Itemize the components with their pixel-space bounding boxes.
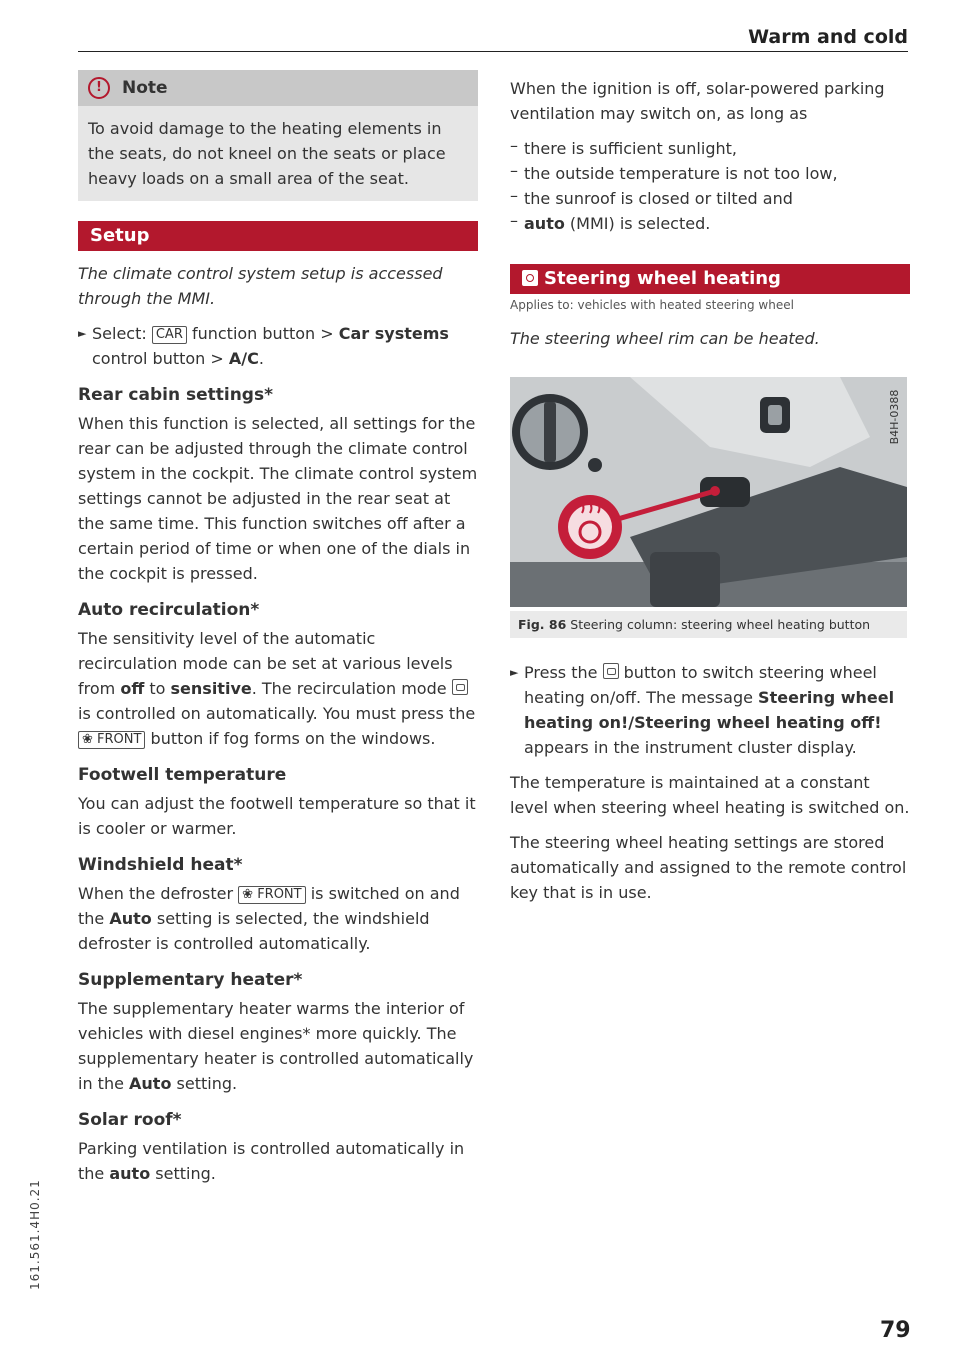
solar-roof-text	[78, 1136, 478, 1186]
steering-lead: The steering wheel rim can be heated.	[510, 329, 820, 348]
temperature-text: The temperature is maintained at a constant level when steering wheel heating is switched on.	[510, 773, 910, 817]
steering-heat-button-callout	[558, 495, 622, 559]
car-systems-label: Car systems	[338, 324, 449, 343]
auto-label: auto	[524, 214, 565, 233]
left-column	[78, 70, 478, 1186]
key-slot	[760, 397, 790, 433]
ac-label: A/C	[228, 349, 259, 368]
side-code: 161.561.4H0.21	[28, 1179, 42, 1290]
note-header	[78, 70, 478, 106]
list-item-text: (MMI) is selected.	[569, 214, 711, 233]
off-label: off	[120, 679, 145, 698]
caption-text: Steering column: steering wheel heating button	[570, 617, 871, 632]
auto-label: Auto	[129, 1074, 172, 1093]
arrow-bullet-icon: ►	[78, 327, 87, 340]
setup-step	[78, 321, 478, 371]
text: Parking ventilation is controlled automatically in the	[78, 1139, 465, 1183]
setup-heading: Setup	[78, 221, 478, 251]
figure-label: Fig. 86	[518, 617, 567, 632]
list-item: – auto (MMI) is selected.	[510, 211, 711, 233]
step-text: appears in the instrument cluster display.	[524, 738, 857, 757]
heading-text: Steering wheel heating	[544, 268, 781, 289]
slash: /	[628, 713, 635, 732]
step-text: .	[258, 349, 264, 368]
solar-roof-heading: Solar roof*	[78, 1110, 182, 1130]
info-icon: !	[88, 77, 110, 99]
list-item-text: the sunroof is closed or tilted and	[524, 189, 793, 208]
message-off: Steering wheel heating off!	[634, 713, 882, 732]
text: button if fog forms on the windows.	[150, 729, 436, 748]
text: . The recirculation mode	[251, 679, 447, 698]
steering-heating-heading	[510, 264, 910, 294]
text: to	[149, 679, 166, 698]
steering-column-figure	[510, 377, 907, 607]
steering-heat-icon	[522, 270, 538, 286]
auto-recirc-heading: Auto recirculation*	[78, 600, 260, 620]
page-number: 79	[880, 1318, 911, 1343]
auto-recirc-text	[78, 626, 478, 751]
list-item: – the sunroof is closed or tilted and	[510, 186, 910, 211]
front-label: FRONT	[97, 732, 142, 747]
steering-heat-button-icon	[603, 663, 619, 679]
rear-cabin-text: When this function is selected, all settings for the rear can be adjusted through the climate control system in the cockpit. The climate control system settings cannot be adjusted in the rear seat at the same time. This function switches off after a certain period of time or when one of the dials in the cockpit is pressed.	[78, 414, 478, 583]
text: is switched on and the	[78, 884, 460, 928]
front-defrost-button: ❀ FRONT	[78, 731, 145, 749]
applies-to: Applies to: vehicles with heated steering wheel	[510, 298, 794, 312]
front-defrost-button: ❀ FRONT	[238, 886, 305, 904]
setup-lead: The climate control system setup is accessed through the MMI.	[78, 264, 443, 308]
message-on: Steering wheel heating on!	[524, 688, 895, 732]
text: setting is selected, the windshield defroster is controlled automatically.	[78, 909, 430, 953]
text: setting.	[155, 1164, 216, 1183]
note-box	[78, 70, 478, 201]
header-rule	[78, 51, 908, 52]
rear-cabin-heading: Rear cabin settings*	[78, 385, 273, 405]
text: is controlled on automatically. You must press the	[78, 704, 476, 723]
parking-vent-intro: When the ignition is off, solar-powered parking ventilation may switch on, as long as	[510, 79, 885, 123]
footwell-heading: Footwell temperature	[78, 765, 287, 785]
note-title: Note	[122, 78, 168, 98]
figure-caption	[510, 611, 907, 638]
car-button: CAR	[152, 326, 187, 344]
text: The supplementary heater warms the interior of vehicles with diesel engines* more quickly. The supplementary heater is controlled automatically in the	[78, 999, 474, 1093]
pedal	[650, 552, 720, 607]
text: When the defroster	[78, 884, 234, 903]
list-item-text: the outside temperature is not too low,	[524, 164, 838, 183]
supp-heater-heading: Supplementary heater*	[78, 970, 303, 990]
note-text: To avoid damage to the heating elements in the seats, do not kneel on the seats or place heavy loads on a small area of the seat.	[88, 119, 446, 188]
auto-label: auto	[109, 1164, 151, 1183]
step-text: function button >	[191, 324, 334, 343]
front-label: FRONT	[257, 887, 302, 902]
windshield-text	[78, 881, 478, 956]
list-item: – there is sufficient sunlight,	[510, 136, 910, 161]
list-item: – the outside temperature is not too low,	[510, 161, 910, 186]
right-column	[510, 70, 910, 905]
step-text: Select:	[92, 324, 147, 343]
text: setting.	[176, 1074, 238, 1093]
recirculation-icon	[452, 679, 468, 695]
supp-heater-text	[78, 996, 478, 1096]
settings-text: The steering wheel heating settings are stored automatically and assigned to the remote control key that is in use.	[510, 833, 907, 902]
figure-code: B4H-0388	[888, 389, 901, 445]
sensitive-label: sensitive	[170, 679, 252, 698]
arrow-bullet-icon: ►	[510, 666, 519, 679]
text: The sensitivity level of the automatic recirculation mode can be set at various levels from	[78, 629, 453, 698]
windshield-heading: Windshield heat*	[78, 855, 243, 875]
condition-list	[510, 136, 910, 236]
page-header-title: Warm and cold	[748, 26, 908, 48]
steering-step	[510, 660, 910, 760]
list-item-text: there is sufficient sunlight,	[524, 139, 737, 158]
step-text: Press the	[524, 663, 598, 682]
auto-label: Auto	[109, 909, 152, 928]
step-text: control button >	[92, 349, 224, 368]
footwell-text: You can adjust the footwell temperature so that it is cooler or warmer.	[78, 794, 476, 838]
step-text: button to switch steering wheel heating on/off. The message	[524, 663, 877, 707]
